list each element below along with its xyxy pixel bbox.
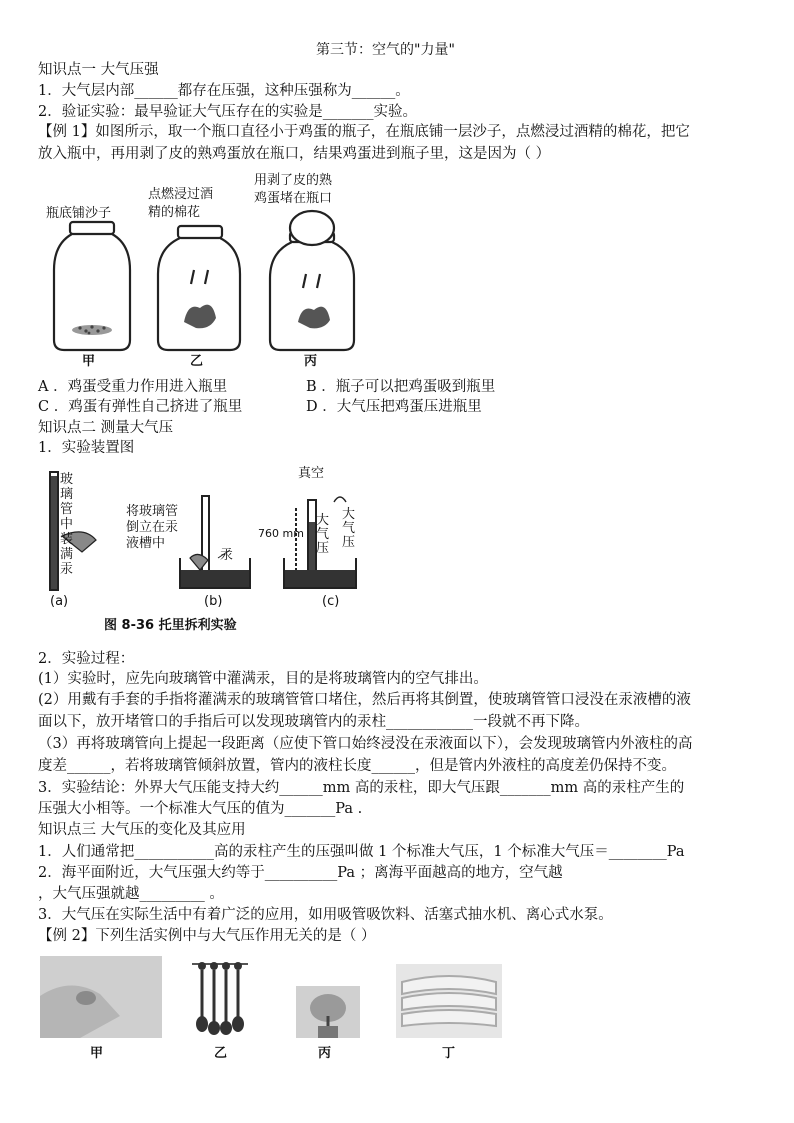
kp1-question-1: 1．大气层内部______都存在压强，这种压强称为______。 <box>38 83 410 99</box>
photo-yi-drawing <box>186 956 254 1038</box>
photo-yi <box>186 956 254 1038</box>
label-cotton-1: 点燃浸过酒 <box>148 187 214 202</box>
kp2-heading: 知识点二 测量大气压 <box>38 420 174 436</box>
photo-jia-drawing <box>40 956 162 1038</box>
label-egg-2: 鸡蛋堵在瓶口 <box>254 191 333 206</box>
example-1-line-2: 放入瓶中，再用剥了皮的熟鸡蛋放在瓶口，结果鸡蛋进到瓶子里，这是因为（ ） <box>38 146 551 162</box>
burning-cotton <box>184 305 216 329</box>
photo-bing <box>296 986 360 1038</box>
photo-label-jia: 甲 <box>90 1046 104 1061</box>
mercury-trough-b <box>181 570 249 587</box>
sand-layer <box>72 325 112 335</box>
option-d: D ．大气压把鸡蛋压进瓶里 <box>306 399 482 415</box>
label-atm-1: 大气压 <box>316 513 330 556</box>
bottle-figure-drawing <box>40 170 390 375</box>
label-tube-full: 玻璃管中装满汞 <box>60 472 74 577</box>
photo-jia <box>40 956 162 1038</box>
process-2-line-1: (2）用戴有手套的手指将灌满汞的玻璃管管口堵住，然后再将其倒置，使玻璃管管口浸没在汞液槽的液 <box>38 692 691 708</box>
option-c: C ．鸡蛋有弹性自己挤进了瓶里 <box>38 399 243 415</box>
label-jia: 甲 <box>82 354 96 369</box>
label-invert-3: 液槽中 <box>126 536 166 551</box>
conclusion-line-1: 3．实验结论：外界大气压能支持大约______mm 高的汞柱，即大气压跟_______mm 高的汞柱产生的 <box>38 780 685 796</box>
option-a: A ．鸡蛋受重力作用进入瓶里 <box>38 379 228 395</box>
torricelli-figure <box>40 462 370 640</box>
label-760mm: 760 mm <box>258 527 304 540</box>
label-cotton-2: 精的棉花 <box>148 205 201 220</box>
cotton-bing <box>298 307 330 329</box>
photo-ding-drawing <box>396 964 502 1038</box>
photo-label-yi: 乙 <box>214 1046 228 1061</box>
photo-ding <box>396 964 502 1038</box>
process-3-line-1: （3）再将玻璃管向上提起一段距离（应使下管口始终浸没在汞液面以下），会发现玻璃管内外液柱的高 <box>38 736 693 752</box>
kp1-heading: 知识点一 大气压强 <box>38 62 159 78</box>
arrow-c <box>334 497 346 502</box>
photo-label-ding: 丁 <box>442 1046 456 1061</box>
egg-on-bottle <box>290 211 334 245</box>
process-3-line-2: 度差______，若将玻璃管倾斜放置，管内的液柱长度______，但是管内外液柱的高度差仍保持不变。 <box>38 758 676 774</box>
photo-bing-drawing <box>296 986 360 1038</box>
example-1-line-1: 【例 1】如图所示，取一个瓶口直径小于鸡蛋的瓶子，在瓶底铺一层沙子，点燃浸过酒精的棉花，把它 <box>38 124 690 140</box>
caption-a: (a) <box>50 594 69 609</box>
label-bing: 丙 <box>304 354 318 369</box>
label-atm-2: 大气压 <box>342 507 356 550</box>
kp3-question-1: 1．人们通常把___________高的汞柱产生的压强叫做 1 个标准大气压，1 个标准大气压＝________Pa <box>38 844 685 860</box>
kp3-question-3: 3．大气压在实际生活中有着广泛的应用，如用吸管吸饮料、活塞式抽水机、离心式水泵。 <box>38 907 613 923</box>
kp2-section-2: 2．实验过程： <box>38 651 135 667</box>
bottle-yi <box>158 226 240 350</box>
mercury-trough-c <box>285 570 355 587</box>
label-yi: 乙 <box>190 354 204 369</box>
kp2-section-1: 1．实验装置图 <box>38 440 135 456</box>
figure-caption: 图 8-36 托里拆利实验 <box>104 618 237 633</box>
kp1-question-2: 2．验证实验：最早验证大气压存在的实验是_______实验。 <box>38 104 417 120</box>
kp3-question-2-line-1: 2．海平面附近，大气压强大约等于__________Pa ；离海平面越高的地方，空气越 <box>38 865 563 881</box>
caption-c: (c) <box>322 594 340 609</box>
page-title: 第三节：空气的"力量" <box>316 42 455 58</box>
process-2-line-2: 面以下，放开堵管口的手指后可以发现玻璃管内的汞柱____________一段就不再下降。 <box>38 714 589 730</box>
label-vacuum: 真空 <box>298 466 325 481</box>
label-invert-1: 将玻璃管 <box>126 504 179 519</box>
label-sand: 瓶底铺沙子 <box>46 206 112 221</box>
option-b: B ．瓶子可以把鸡蛋吸到瓶里 <box>306 379 496 395</box>
caption-b: (b) <box>204 594 223 609</box>
example-2: 【例 2】下列生活实例中与大气压作用无关的是（ ） <box>38 928 376 944</box>
hand-b <box>190 554 208 570</box>
kp3-heading: 知识点三 大气压的变化及其应用 <box>38 822 246 838</box>
conclusion-line-2: 压强大小相等。一个标准大气压的值为_______Pa . <box>38 801 363 817</box>
process-1: (1）实验时，应先向玻璃管中灌满汞，目的是将玻璃管内的空气排出。 <box>38 671 488 687</box>
mercury-column-a <box>51 476 57 589</box>
bottle-bing <box>270 232 354 350</box>
label-mercury: 汞 <box>220 548 234 563</box>
kp3-question-2-line-2: ，大气压强就越_________ 。 <box>38 886 224 902</box>
photo-label-bing: 丙 <box>318 1046 332 1061</box>
label-invert-2: 倒立在汞 <box>126 520 179 535</box>
label-egg-1: 用剥了皮的熟 <box>254 173 333 188</box>
bottle-egg-figure <box>40 170 390 375</box>
